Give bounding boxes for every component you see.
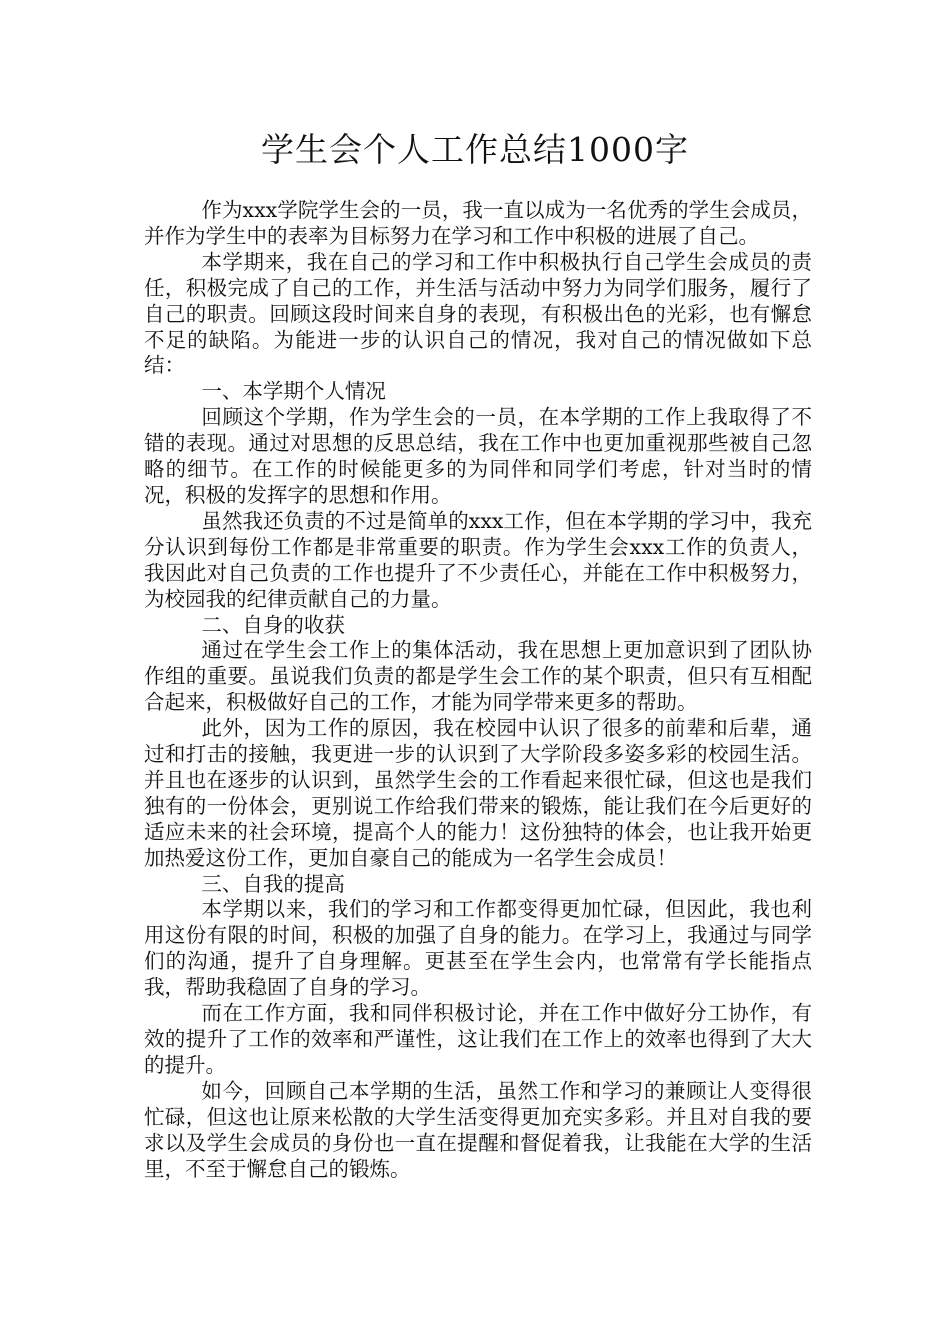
paragraph: 作为xxx学院学生会的一员，我一直以成为一名优秀的学生会成员，并作为学生中的表率为目标努力在学习和工作中积极的进展了自己。 (144, 198, 812, 248)
document-title: 学生会个人工作总结1000字 (261, 130, 689, 169)
paragraph: 此外，因为工作的原因，我在校园中认识了很多的前辈和后辈，通过和打击的接触，我更进一步的认识到了大学阶段多姿多彩的校园生活。并且也在逐步的认识到，虽然学生会的工作看起来很忙碌，但这也是我们独有的一份体会，更别说工作给我们带来的锻炼，能让我们在今后更好的适应未来的社会环境，提高个人的能力！这份独特的体会，也让我开始更加热爱这份工作，更加自豪自己的能成为一名学生会成员！ (144, 716, 812, 870)
section-heading: 一、本学期个人情况 (201, 379, 386, 404)
document-body (144, 198, 812, 1182)
paragraph: 而在工作方面，我和同伴积极讨论，并在工作中做好分工协作，有效的提升了工作的效率和严谨性，这让我们在工作上的效率也得到了大大的提升。 (144, 1001, 812, 1077)
paragraph: 本学期以来，我们的学习和工作都变得更加忙碌，但因此，我也利用这份有限的时间，积极的加强了自身的能力。在学习上，我通过与同学们的沟通，提升了自身理解。更甚至在学生会内，也常常有学长能指点我，帮助我稳固了自身的学习。 (144, 897, 812, 1000)
section-heading: 三、自我的提高 (201, 871, 345, 896)
section-heading: 二、自身的收获 (201, 612, 345, 637)
paragraph: 回顾这个学期，作为学生会的一员，在本学期的工作上我取得了不错的表现。通过对思想的反思总结，我在工作中也更加重视那些被自己忽略的细节。在工作的时候能更多的为同伴和同学们考虑，针对当时的情况，积极的发挥字的思想和作用。 (144, 405, 812, 507)
paragraph: 本学期来，我在自己的学习和工作中积极执行自己学生会成员的责任，积极完成了自己的工作，并生活与活动中努力为同学们服务，履行了自己的职责。回顾这段时间来自身的表现，有积极出色的光彩，也有懈怠不足的缺陷。为能进一步的认识自己的情况，我对自己的情况做如下总结： (144, 249, 812, 378)
paragraph: 如今，回顾自己本学期的生活，虽然工作和学习的兼顾让人变得很忙碌，但这也让原来松散的大学生活变得更加充实多彩。并且对自我的要求以及学生会成员的身份也一直在提醒和督促着我，让我能在大学的生活里，不至于懈怠自己的锻炼。 (144, 1078, 812, 1181)
paragraph: 通过在学生会工作上的集体活动，我在思想上更加意识到了团队协作组的重要。虽说我们负责的都是学生会工作的某个职责，但只有互相配合起来，积极做好自己的工作，才能为同学带来更多的帮助。 (144, 638, 812, 715)
paragraph: 虽然我还负责的不过是简单的xxx工作，但在本学期的学习中，我充分认识到每份工作都是非常重要的职责。作为学生会xxx工作的负责人，我因此对自己负责的工作也提升了不少责任心，并能在工作中积极努力，为校园我的纪律贡献自己的力量。 (144, 508, 812, 611)
